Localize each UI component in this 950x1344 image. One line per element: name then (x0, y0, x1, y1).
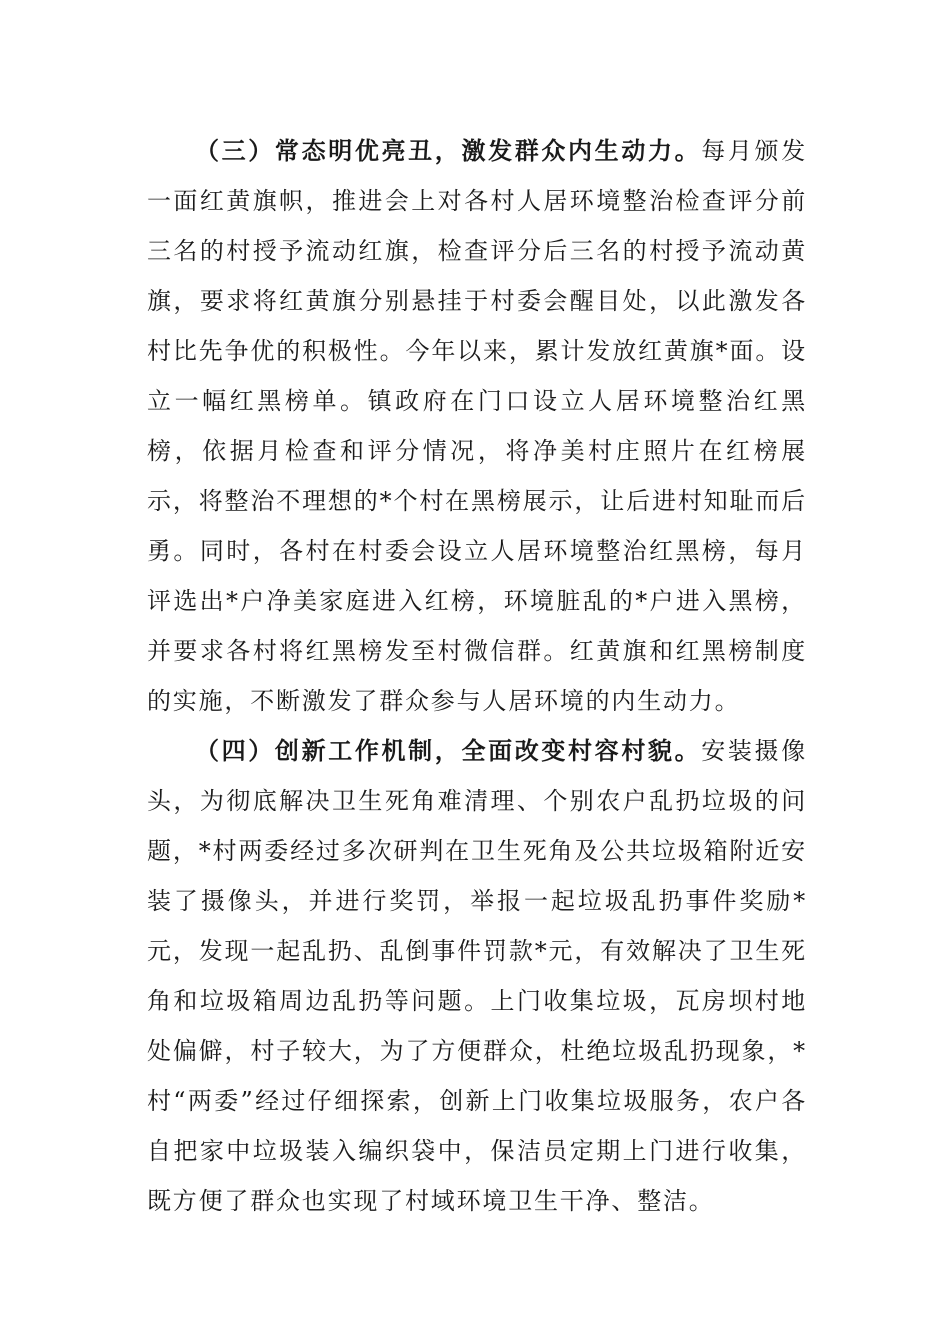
paragraph-3-heading: （三）常态明优亮丑，激发群众内生动力。 (195, 137, 702, 165)
paragraph-3-text: 每月颁发一面红黄旗帜，推进会上对各村人居环境整治检查评分前三名的村授予流动红旗，检查评分后三名的村授予流动黄旗，要求将红黄旗分别悬挂于村委会醒目处，以此激发各村比先争优的积极性。今年以来，累计发放红黄旗*面。设立一幅红黑榜单。镇政府在门口设立人居环境整治红黑榜，依据月检查和评分情况，将净美村庄照片在红榜展示，将整治不理想的*个村在黑榜展示，让后进村知耻而后勇。同时，各村在村委会设立人居环境整治红黑榜，每月评选出*户净美家庭进入红榜，环境脏乱的*户进入黑榜，并要求各村将红黑榜发至村微信群。红黄旗和红黑榜制度的实施，不断激发了群众参与人居环境的内生动力。 (147, 137, 808, 715)
paragraph-3 (147, 126, 807, 726)
paragraph-4 (147, 726, 807, 1226)
paragraph-4-heading: （四）创新工作机制，全面改变村容村貌。 (195, 737, 702, 765)
document-body (147, 126, 807, 1226)
paragraph-4-text: 安装摄像头，为彻底解决卫生死角难清理、个别农户乱扔垃圾的问题，*村两委经过多次研判在卫生死角及公共垃圾箱附近安装了摄像头，并进行奖罚，举报一起垃圾乱扔事件奖励*元，发现一起乱扔、乱倒事件罚款*元，有效解决了卫生死角和垃圾箱周边乱扔等问题。上门收集垃圾，瓦房坝村地处偏僻，村子较大，为了方便群众，杜绝垃圾乱扔现象，*村“两委”经过仔细探索，创新上门收集垃圾服务，农户各自把家中垃圾装入编织袋中，保洁员定期上门进行收集，既方便了群众也实现了村域环境卫生干净、整洁。 (147, 737, 808, 1215)
